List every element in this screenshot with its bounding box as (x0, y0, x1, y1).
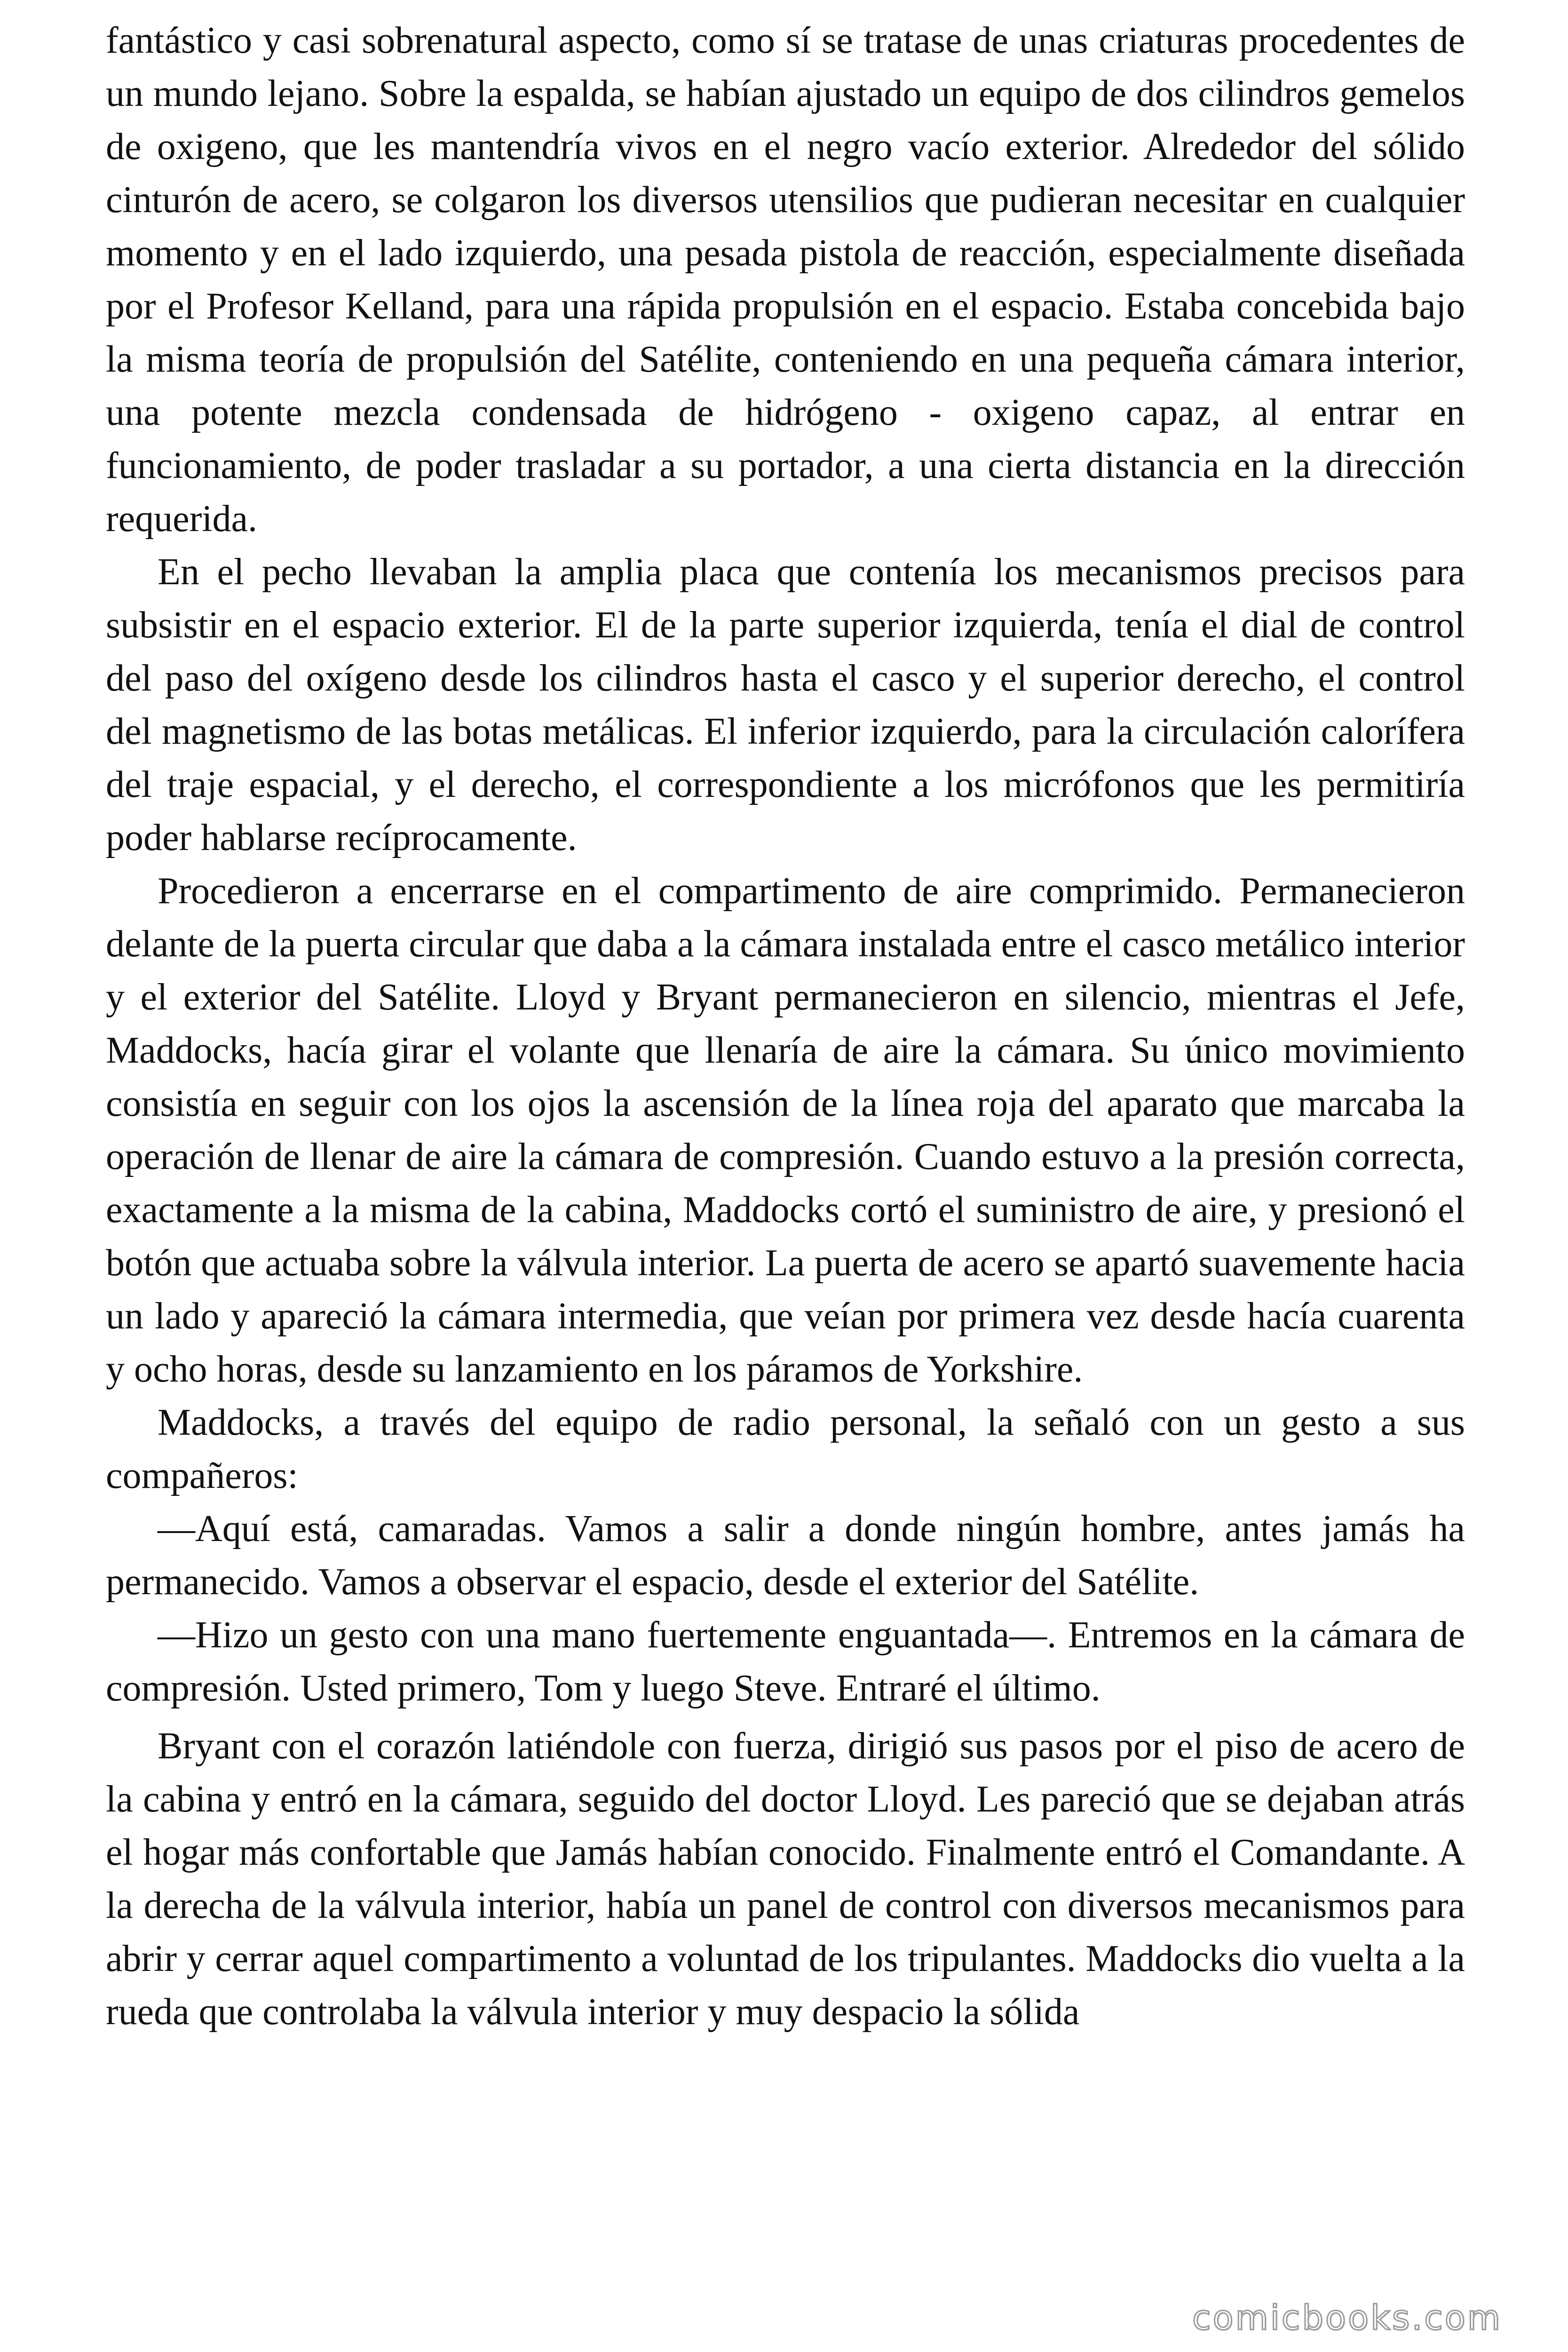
paragraph-6: —Hizo un gesto con una mano fuertemente enguantada—. Entremos en la cámara de compresión. Usted primero, Tom y luego Steve. Entraré el último. (106, 1614, 1465, 1709)
watermark: comicbooks.com (1192, 2298, 1502, 2337)
paragraph-3: Procedieron a encerrarse en el compartimento de aire comprimido. Permanecieron delante de la puerta circular que daba a la cámara instalada entre el casco metálico interior y el exterior del Satélite. Lloyd y Bryant permanecieron en silencio, mientras el Jefe, Maddocks, hacía girar el volante que llenaría de aire la cámara. Su único movimiento consistía en seguir con los ojos la ascensión de la línea roja del aparato que marcaba la operación de llenar de aire la cámara de compresión. Cuando estuvo a la presión correcta, exactamente a la misma de la cabina, Maddocks cortó el suministro de aire, y presionó el botón que actuaba sobre la válvula interior. La puerta de acero se apartó suavemente hacia un lado y apareció la cámara intermedia, que veían por primera vez desde hacía cuarenta y ocho horas, desde su lanzamiento en los páramos de Yorkshire. (106, 870, 1465, 1390)
paragraph-7: Bryant con el corazón latiéndole con fuerza, dirigió sus pasos por el piso de acero de la cabina y entró en la cámara, seguido del doctor Lloyd. Les pareció que se dejaban atrás el hogar más confortable que Jamás habían conocido. Finalmente entró el Comandante. A la derecha de la válvula interior, había un panel de control con diversos mecanismos para abrir y cerrar aquel compartimento a voluntad de los tripulantes. Maddocks dio vuelta a la rueda que controlaba la válvula interior y muy despacio la sólida (106, 1725, 1465, 2033)
page-body (106, 14, 1465, 2039)
paragraph-4: Maddocks, a través del equipo de radio personal, la señaló con un gesto a sus compañeros: (106, 1402, 1465, 1496)
paragraph-2: En el pecho llevaban la amplia placa que contenía los mecanismos precisos para subsistir en el espacio exterior. El de la parte superior izquierda, tenía el dial de control del paso del oxígeno desde los cilindros hasta el casco y el superior derecho, el control del magnetismo de las botas metálicas. El inferior izquierdo, para la circulación calorífera del traje espacial, y el derecho, el correspondiente a los micrófonos que les permitiría poder hablarse recíprocamente. (106, 551, 1465, 858)
paragraph-5: —Aquí está, camaradas. Vamos a salir a donde ningún hombre, antes jamás ha permanecido. Vamos a observar el espacio, desde el exterior del Satélite. (106, 1508, 1465, 1603)
paragraph-1: fantástico y casi sobrenatural aspecto, como sí se tratase de unas criaturas procedentes de un mundo lejano. Sobre la espalda, se habían ajustado un equipo de dos cilindros gemelos de oxigeno, que les mantendría vivos en el negro vacío exterior. Alrededor del sólido cinturón de acero, se colgaron los diversos utensilios que pudieran necesitar en cualquier momento y en el lado izquierdo, una pesada pistola de reacción, especialmente diseñada por el Profesor Kelland, para una rápida propulsión en el espacio. Estaba concebida bajo la misma teoría de propulsión del Satélite, conteniendo en una pequeña cámara interior, una potente mezcla condensada de hidrógeno - oxigeno capaz, al entrar en funcionamiento, de poder trasladar a su portador, a una cierta distancia en la dirección requerida. (106, 20, 1465, 540)
